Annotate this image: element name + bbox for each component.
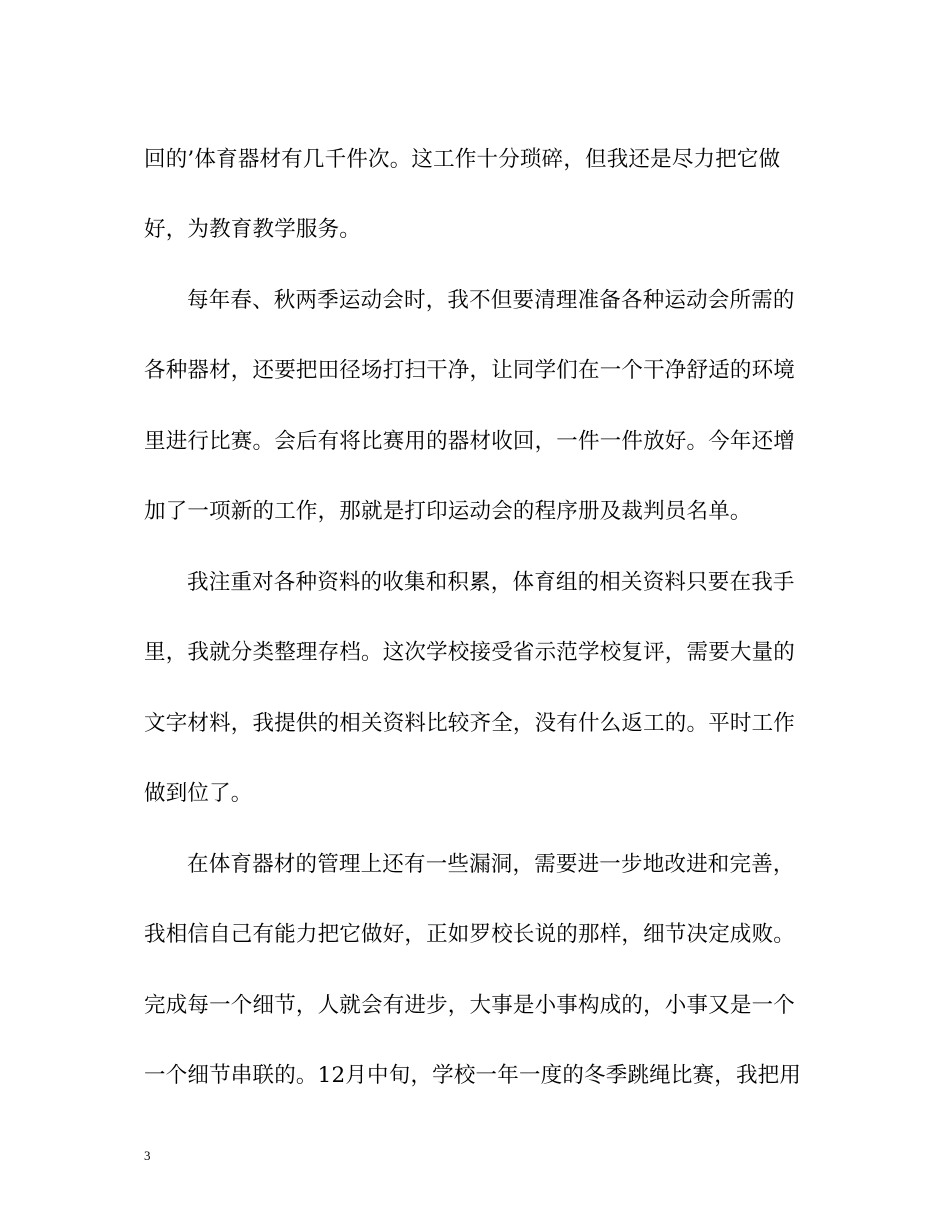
text-line: 好，为教育教学服务。 <box>144 217 362 242</box>
text-line: 回的’体育器材有几千件次。这工作十分琐碎，但我还是尽力把它做 <box>144 147 781 172</box>
text-line: 我相信自己有能力把它做好，正如罗校长说的那样，细节决定成败。 <box>144 922 796 947</box>
text-line: 完成每一个细节，人就会有进步，大事是小事构成的，小事又是一个 <box>144 993 796 1018</box>
text-line: 文字材料，我提供的相关资料比较齐全，没有什么返工的。平时工作 <box>144 711 796 736</box>
text-line: 加了一项新的工作，那就是打印运动会的程序册及裁判员名单。 <box>144 499 752 524</box>
paragraph-start-line: 每年春、秋两季运动会时，我不但要清理准备各种运动会所需的 <box>187 288 795 313</box>
text-line: 里，我就分类整理存档。这次学校接受省示范学校复评，需要大量的 <box>144 640 796 665</box>
text-line: 一个细节串联的。12月中旬，学校一年一度的冬季跳绳比赛，我把用 <box>144 1063 802 1088</box>
text-line: 各种器材，还要把田径场打扫干净，让同学们在一个干净舒适的环境 <box>144 358 796 383</box>
paragraph-start-line: 我注重对各种资料的收集和积累，体育组的相关资料只要在我手 <box>187 570 795 595</box>
text-line: 里进行比赛。会后有将比赛用的器材收回，一件一件放好。今年还增 <box>144 429 796 454</box>
text-line: 做到位了。 <box>144 781 253 806</box>
page-number: 3 <box>144 1148 151 1163</box>
paragraph-start-line: 在体育器材的管理上还有一些漏洞，需要进一步地改进和完善， <box>187 852 795 877</box>
